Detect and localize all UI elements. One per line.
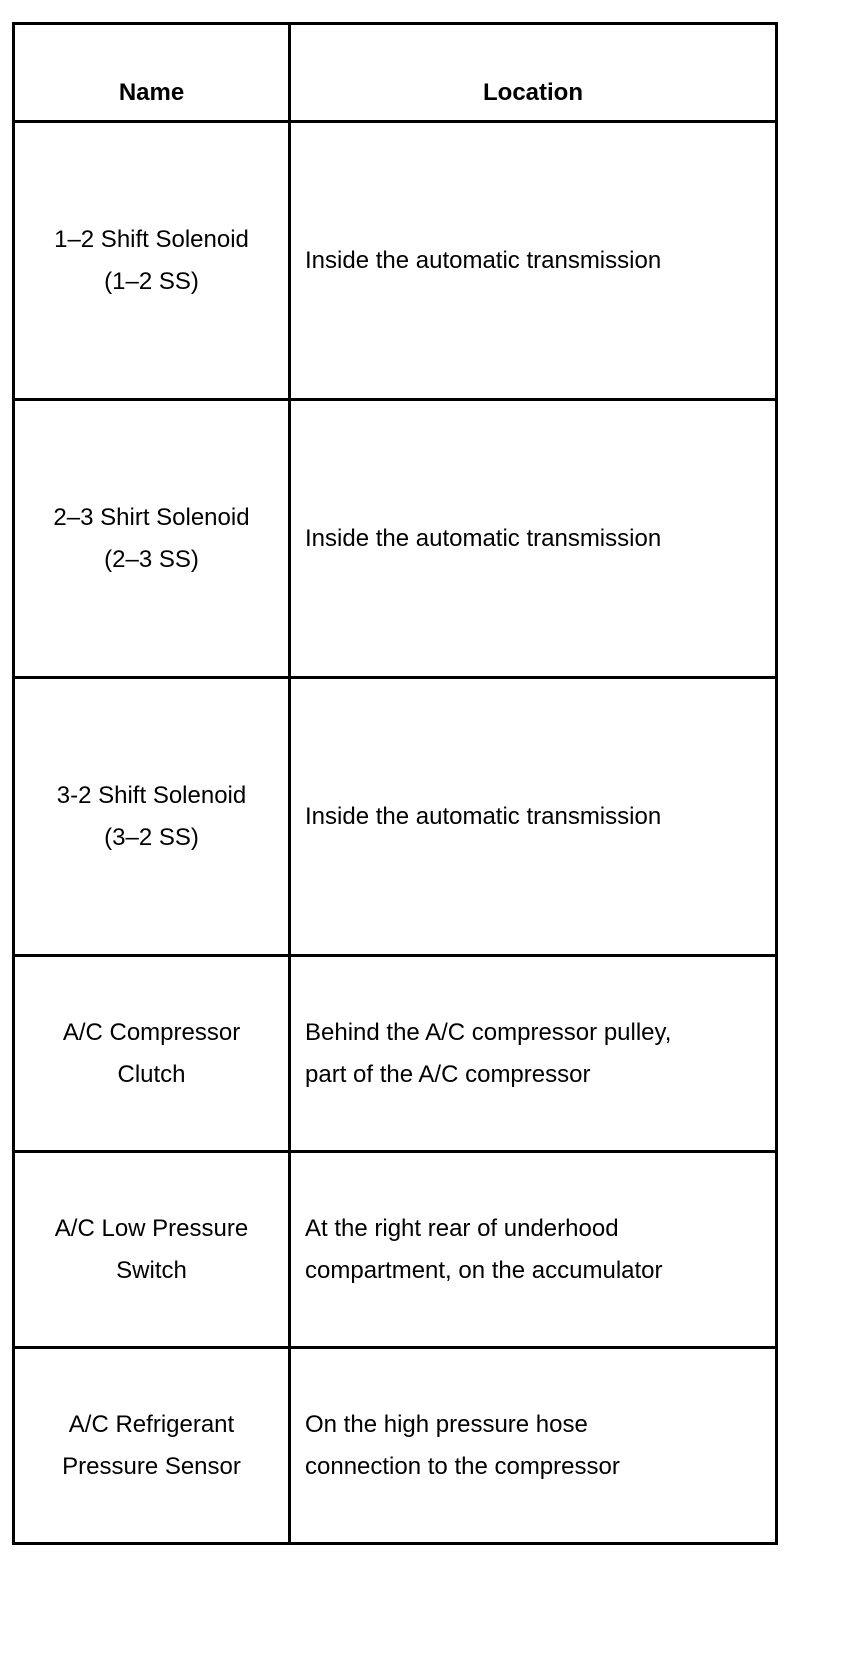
table-row — [14, 678, 777, 956]
component-name-line: (1–2 SS) — [104, 267, 199, 295]
component-name-cell — [14, 400, 290, 678]
component-location-line: Inside the automatic transmission — [305, 246, 662, 274]
component-location-line: part of the A/C compressor — [305, 1060, 591, 1088]
component-location-line: At the right rear of underhood — [305, 1214, 619, 1242]
component-location-line: connection to the compressor — [305, 1452, 620, 1480]
component-location-line: compartment, on the accumulator — [305, 1256, 663, 1284]
component-name-line: A/C Low Pressure — [54, 1214, 249, 1242]
component-location-line: Behind the A/C compressor pulley, — [305, 1018, 672, 1046]
table-row — [14, 956, 777, 1152]
component-name-cell — [14, 1348, 290, 1544]
component-name-line: Pressure Sensor — [62, 1452, 241, 1480]
header-row — [14, 24, 777, 122]
component-location-table — [12, 22, 778, 1545]
component-location-cell — [290, 1152, 777, 1348]
component-location-line: On the high pressure hose — [305, 1410, 588, 1438]
component-location-cell — [290, 678, 777, 956]
component-name-line: 1–2 Shift Solenoid — [54, 225, 249, 253]
component-name-line: Clutch — [117, 1060, 186, 1088]
component-location-cell — [290, 400, 777, 678]
component-name-line: 2–3 Shirt Solenoid — [53, 503, 250, 531]
component-name-cell — [14, 122, 290, 400]
component-location-line: Inside the automatic transmission — [305, 802, 662, 830]
component-name-cell — [14, 1152, 290, 1348]
component-name-line: A/C Compressor — [62, 1018, 241, 1046]
header-name: Name — [14, 24, 290, 122]
component-name-line: 3-2 Shift Solenoid — [56, 781, 247, 809]
component-location-cell — [290, 122, 777, 400]
component-name-cell — [14, 956, 290, 1152]
component-name-line: A/C Refrigerant — [68, 1410, 235, 1438]
component-location-cell — [290, 956, 777, 1152]
header-location: Location — [290, 24, 777, 122]
component-location-line: Inside the automatic transmission — [305, 524, 662, 552]
table-row — [14, 1152, 777, 1348]
table-row — [14, 400, 777, 678]
component-location-cell — [290, 1348, 777, 1544]
table-row — [14, 122, 777, 400]
component-name-line: (2–3 SS) — [104, 545, 199, 573]
component-name-line: (3–2 SS) — [104, 823, 199, 851]
component-name-cell — [14, 678, 290, 956]
component-name-line: Switch — [116, 1256, 187, 1284]
table-row — [14, 1348, 777, 1544]
